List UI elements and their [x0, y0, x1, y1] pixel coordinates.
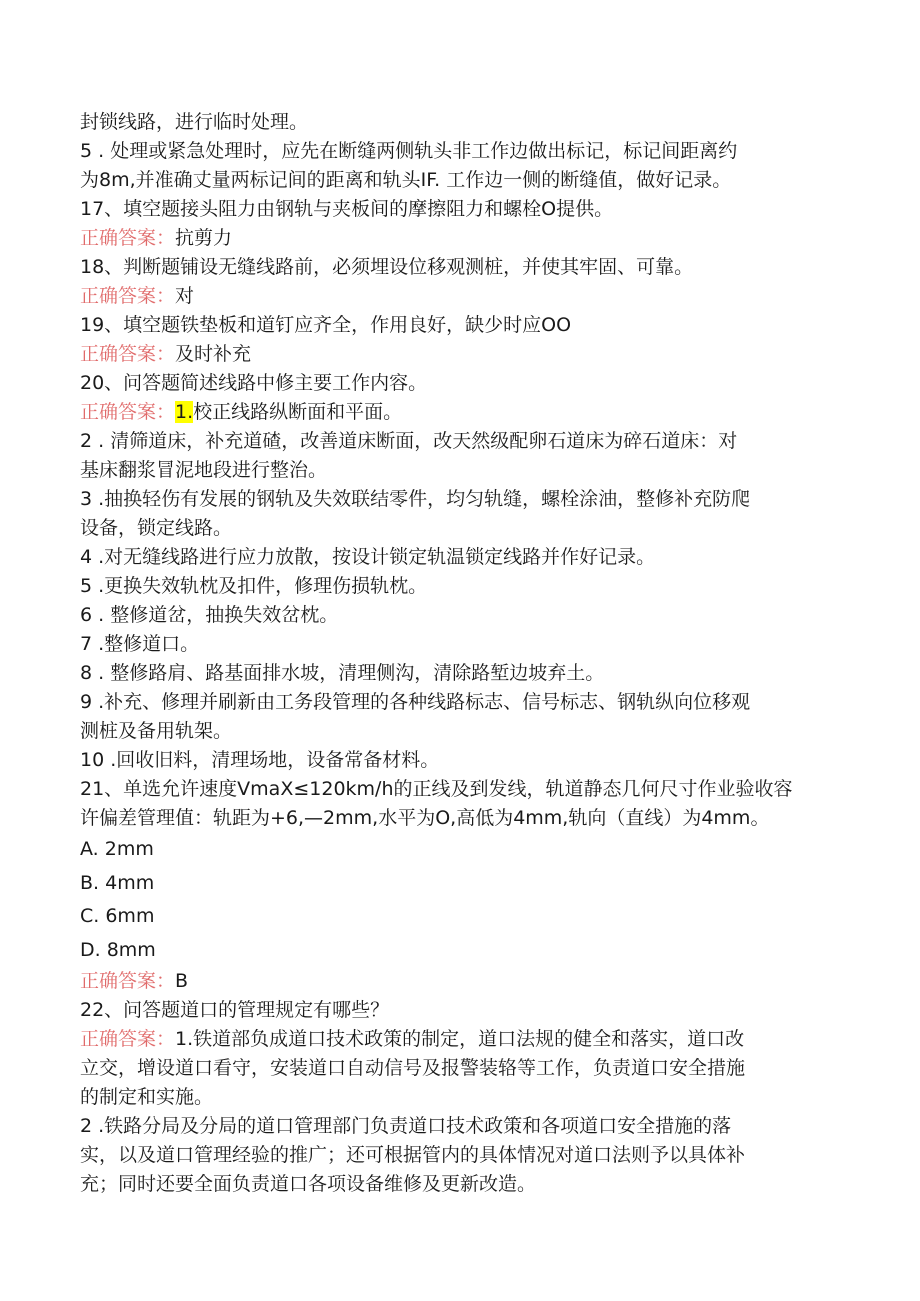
answer-label: 正确答案： [80, 227, 176, 249]
text-line [80, 1141, 840, 1170]
answer-label: 正确答案： [80, 970, 176, 992]
answer-line [80, 398, 840, 427]
text-line [80, 717, 840, 746]
line-text: 19、填空题铁垫板和道钉应齐全，作用良好，缺少时应OO [80, 314, 572, 336]
text-line [80, 543, 840, 572]
answer-label: 正确答案： [80, 285, 176, 307]
line-text: 许偏差管理值：轨距为+6,—2mm,水平为O,高低为4mm,轨向（直线）为4mm。 [80, 807, 770, 829]
line-text: 抗剪力 [175, 227, 233, 249]
line-text: 8 . 整修路肩、路基面排水坡，清理侧沟，清除路堑边坡弃土。 [80, 662, 605, 684]
line-text: D. 8mm [80, 938, 156, 961]
line-text: 22、问答题道口的管理规定有哪些？ [80, 999, 390, 1021]
line-text: 2 .铁路分局及分局的道口管理部门负责道口技术政策和各项道口安全措施的落 [80, 1115, 732, 1137]
text-line [80, 1170, 840, 1199]
option-line [80, 867, 840, 901]
line-text: 实，以及道口管理经验的推广；还可根据管内的具体情况对道口法则予以具体补 [80, 1144, 746, 1166]
line-text: 对 [175, 285, 195, 307]
text-line [80, 996, 840, 1025]
option-line [80, 900, 840, 934]
text-line [80, 427, 840, 456]
line-text: 测桩及备用轨架。 [80, 720, 233, 742]
line-text: B [175, 970, 189, 992]
answer-line [80, 340, 840, 369]
line-text: 18、判断题铺设无缝线路前，必须埋设位移观测桩，并使其牢固、可靠。 [80, 256, 694, 278]
line-text: 为8m,并准确丈量两标记间的距离和轨头IF. 工作边一侧的断缝值，做好记录。 [80, 169, 732, 191]
line-text: 2 . 清筛道床，补充道碴，改善道床断面，改天然级配卵石道床为碎石道床：对 [80, 430, 738, 452]
document-page [80, 108, 840, 1199]
text-line [80, 1054, 840, 1083]
text-line [80, 688, 840, 717]
line-text: 校正线路纵断面和平面。 [193, 401, 403, 423]
line-text: 21、单选允许速度VmaX≤120km∕h的正线及到发线，轨道静态几何尺寸作业验收容 [80, 778, 793, 800]
text-line [80, 456, 840, 485]
line-text: A. 2mm [80, 838, 154, 860]
line-text: 5 . 处理或紧急处理时，应先在断缝两侧轨头非工作边做出标记，标记间距离约 [80, 140, 738, 162]
line-text: 及时补充 [175, 343, 252, 365]
text-line [80, 166, 840, 195]
text-line [80, 659, 840, 688]
text-line [80, 195, 840, 224]
line-text: 充；同时还要全面负责道口各项设备维修及更新改造。 [80, 1173, 537, 1195]
option-line [80, 833, 840, 867]
line-text: 20、问答题简述线路中修主要工作内容。 [80, 372, 428, 394]
text-line [80, 1112, 840, 1141]
answer-label: 正确答案： [80, 343, 176, 365]
text-line [80, 1083, 840, 1112]
answer-line [80, 282, 840, 311]
text-line [80, 804, 840, 833]
text-line [80, 485, 840, 514]
answer-label: 正确答案： [80, 1028, 176, 1050]
answer-line [80, 224, 840, 253]
text-line [80, 137, 840, 166]
option-line [80, 934, 840, 968]
line-text: B. 4mm [80, 871, 155, 894]
line-text: C. 6mm [80, 905, 155, 927]
line-text: 9 .补充、修理并刷新由工务段管理的各种线路标志、信号标志、钢轨纵向位移观 [80, 691, 751, 713]
highlighted-marker: 1. [175, 401, 194, 423]
text-line [80, 514, 840, 543]
line-text: 4 .对无缝线路进行应力放散，按设计锁定轨温锁定线路并作好记录。 [80, 546, 656, 568]
text-line [80, 108, 840, 137]
line-text: 立交，增设道口看守，安装道口自动信号及报警装辂等工作，负责道口安全措施 [80, 1057, 746, 1079]
text-line [80, 630, 840, 659]
line-text: 6 . 整修道岔，抽换失效岔枕。 [80, 604, 339, 626]
text-line [80, 775, 840, 804]
text-line [80, 253, 840, 282]
answer-line [80, 1025, 840, 1054]
text-line [80, 369, 840, 398]
line-text: 5 .更换失效轨枕及扣件，修理伤损轨枕。 [80, 575, 428, 597]
line-text: 设备，锁定线路。 [80, 517, 233, 539]
text-line [80, 601, 840, 630]
answer-line [80, 967, 840, 996]
line-text: 基床翻浆冒泥地段进行整治。 [80, 459, 328, 481]
line-text: 7 .整修道口。 [80, 633, 200, 655]
answer-label: 正确答案： [80, 401, 176, 423]
line-text: 1.铁道部负成道口技术政策的制定，道口法规的健全和落实，道口改 [175, 1028, 745, 1050]
line-text: 的制定和实施。 [80, 1086, 214, 1108]
text-line [80, 311, 840, 340]
text-line [80, 572, 840, 601]
line-text: 封锁线路，进行临时处理。 [80, 111, 309, 133]
line-text: 17、填空题接头阻力由钢轨与夹板间的摩擦阻力和螺栓O提供。 [80, 198, 614, 220]
text-line [80, 746, 840, 775]
line-text: 3 .抽换轻伤有发展的钢轨及失效联结零件，均匀轨缝，螺栓涂油，整修补充防爬 [80, 488, 751, 510]
line-text: 10 .回收旧料，清理场地，设备常备材料。 [80, 749, 440, 771]
